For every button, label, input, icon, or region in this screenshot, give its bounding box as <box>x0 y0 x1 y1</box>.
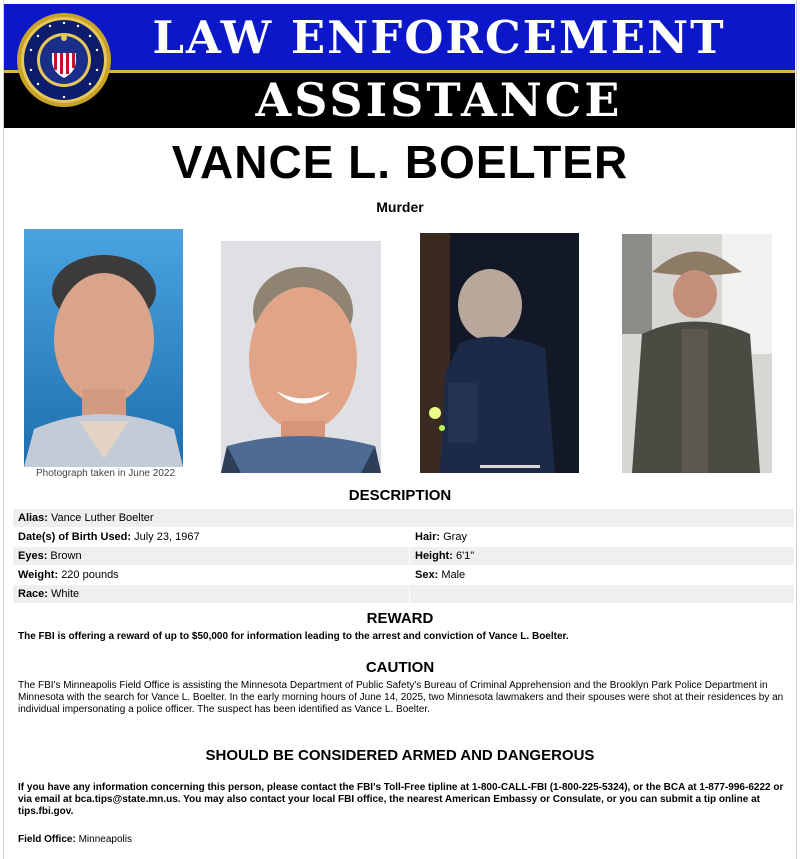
surveillance-photo-icon <box>420 233 579 473</box>
surveillance-photo-icon <box>622 234 772 473</box>
caution-text: The FBI's Minneapolis Field Office is assisting the Minnesota Department of Public Safety's Bureau of Criminal Apprehension and the Brooklyn Park Police Department in Minnesota with the search for Vance L. Boelter. In the early morning hours of June 14, 2025, two Minnesota lawmakers and their spouses were shot at their residences by an individual impersonating a police officer. The suspect has been identified as Vance L. Boelter. <box>18 680 784 715</box>
hair-cell <box>410 528 795 547</box>
height-label: Height: <box>415 550 453 562</box>
fbi-seal-icon <box>16 12 112 108</box>
alias-value: Vance Luther Boelter <box>51 512 154 524</box>
eyes-cell <box>13 547 410 566</box>
empty-cell <box>410 585 795 604</box>
field-office <box>18 834 132 845</box>
weight-value: 220 pounds <box>61 569 119 581</box>
race-label: Race: <box>18 588 48 600</box>
eyes-value: Brown <box>50 550 82 562</box>
height-cell <box>410 547 795 566</box>
description-heading: DESCRIPTION <box>348 487 452 504</box>
reward-text: The FBI is offering a reward of up to $50,000 for information leading to the arrest and conviction of Vance L. Boelter. <box>18 631 569 642</box>
hair-value: Gray <box>443 531 467 543</box>
sex-label: Sex: <box>415 569 439 581</box>
weight-cell <box>13 566 410 585</box>
reward-heading: REWARD <box>366 610 434 627</box>
dob-value: July 23, 1967 <box>134 531 200 543</box>
header-banner <box>4 4 795 128</box>
field-office-label: Field Office: <box>18 834 76 845</box>
portrait-placeholder-icon <box>24 229 183 467</box>
race-cell <box>13 585 410 604</box>
photo-1 <box>24 229 183 467</box>
banner-title-line2: ASSISTANCE <box>255 73 623 127</box>
dob-label: Date(s) of Birth Used: <box>18 531 132 543</box>
sex-value: Male <box>441 569 466 581</box>
table-row <box>13 528 795 547</box>
table-row <box>13 547 795 566</box>
portrait-placeholder-icon <box>221 241 381 473</box>
sex-cell <box>410 566 795 585</box>
crime-label: Murder <box>376 199 424 215</box>
table-row <box>13 509 795 528</box>
hair-label: Hair: <box>415 531 441 543</box>
photo-1-caption: Photograph taken in June 2022 <box>36 468 175 479</box>
height-value: 6'1" <box>455 550 475 562</box>
dob-cell <box>13 528 410 547</box>
alias-label: Alias: <box>18 512 48 524</box>
photo-3 <box>420 233 579 473</box>
photo-2 <box>221 241 381 473</box>
banner-title-line1: LAW ENFORCEMENT <box>152 11 726 64</box>
table-row <box>13 585 795 604</box>
alias-cell <box>13 509 795 528</box>
photo-4 <box>622 234 772 473</box>
armed-dangerous-warning: SHOULD BE CONSIDERED ARMED AND DANGEROUS <box>205 747 595 764</box>
caution-heading: CAUTION <box>365 659 435 676</box>
eyes-label: Eyes: <box>18 550 48 562</box>
contact-info: If you have any information concerning this person, please contact the FBI's Toll-Free tipline at 1-800-CALL-FBI (1-800-225-5324), or the BCA at 1-877-996-6222 or via email at bca.tips@state.mn.us. You may also contact your local FBI office, the nearest American Embassy or Consulate, or you can submit a tip online at tips.fbi.gov. <box>18 782 784 817</box>
table-row <box>13 566 795 585</box>
field-office-value: Minneapolis <box>78 834 132 845</box>
weight-label: Weight: <box>18 569 59 581</box>
subject-name: VANCE L. BOELTER <box>171 136 629 188</box>
race-value: White <box>51 588 80 600</box>
description-table <box>12 508 795 604</box>
